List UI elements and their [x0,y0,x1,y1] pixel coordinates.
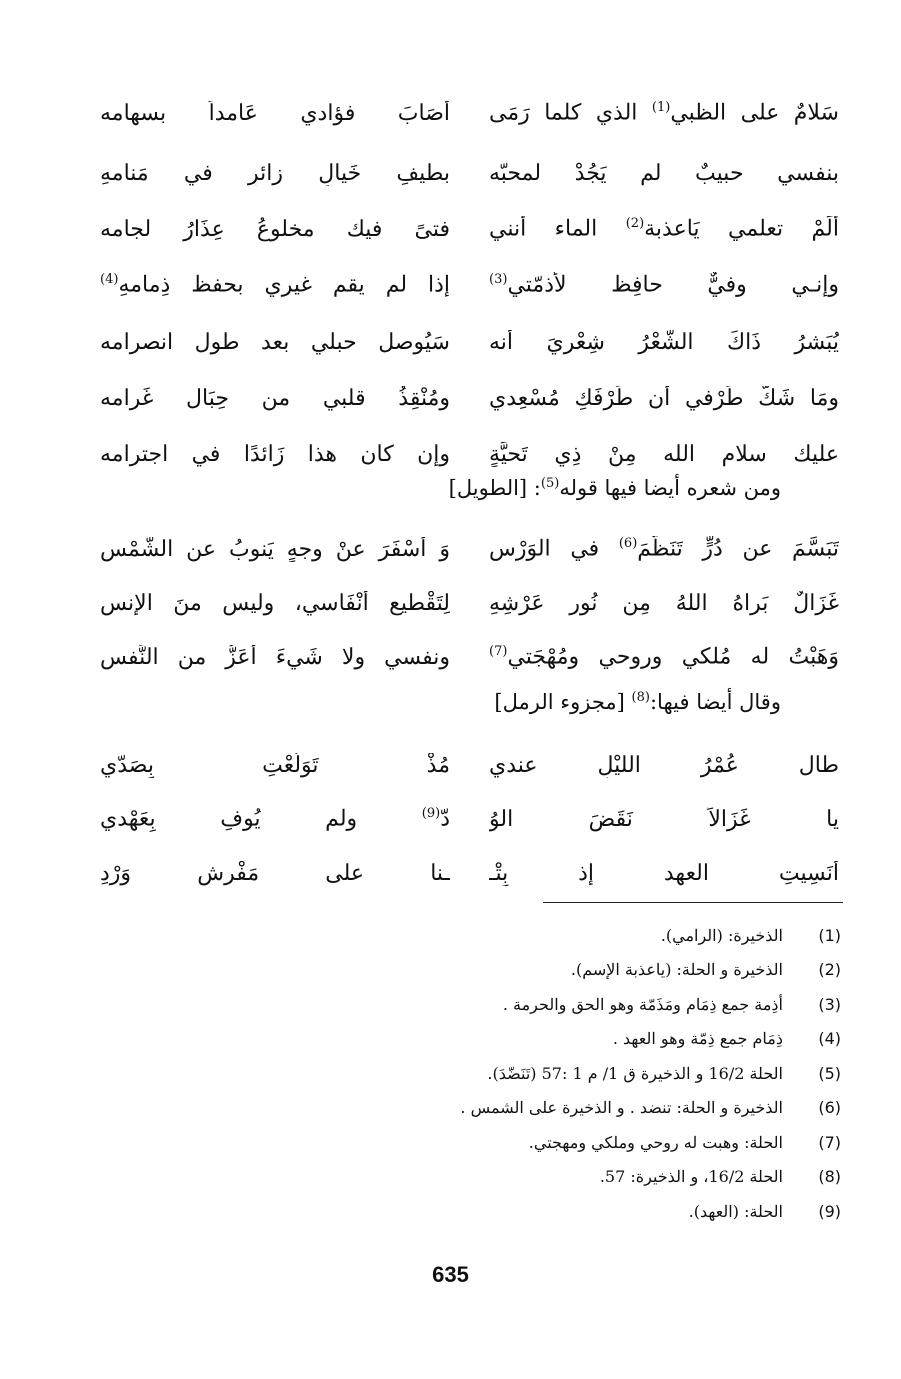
verse-first-hemistich: تَبَسَّمَ عن دُرٍّ تَنَظَّمَ$^{(6)}$ في الوَرْسِ [489,536,839,562]
verse-line [100,88,839,138]
footnote-text: الحلة 16/2، و الذخيرة: 57. [599,1167,783,1187]
meter-label: [مجزوء الرمل] [494,690,632,714]
verse-second-hemistich: ـنا على مَفْرش وَرْدِ [100,860,450,886]
verse-first-hemistich: بنفسي حبيبٌ لم يَجُدْ لمحبّه [489,160,839,186]
footnote-number: (8) [818,1167,841,1187]
verse-line [100,794,839,844]
verse-line [100,848,839,898]
verse-first-hemistich: أَنَسِيتِ العهد إذ بِتْـ [489,860,839,886]
verse-line [100,317,839,367]
verse-first-hemistich: طال عُمْرُ الليْلِ عندي [489,752,839,778]
poem-intro: وقال أيضا فيها:$^{(8)}$ [مجزوء الرمل] [494,690,781,714]
footnote-text: الذخيرة و الحلة: (ياعذبة الإسم). [570,960,783,980]
footnote-number: (5) [818,1063,841,1083]
footnote [101,1160,841,1195]
meter-label: : [الطويل] [448,476,541,500]
verse-first-hemistich: ومَا شَكَّ طَرْفي أن طَرْفَكِ مُسْعِدي [489,385,839,411]
footnote-marker: (8) [631,690,650,705]
footnote [101,1091,841,1126]
verse-line [100,578,839,628]
verse-second-hemistich: أَصَابَ فؤادي عَامداً بسهامه [100,100,450,126]
footnote [101,918,841,953]
poem-intro: ومن شعره أيضا فيها قوله$^{(5)}$: [الطويل] [448,476,781,500]
verse-second-hemistich: فتىً فيك مخلوعُ عِذَارُ لجامه [100,216,450,242]
verse-line [100,524,839,574]
footnote-text: الحلة 16/2 و الذخيرة ق 1/ م 1 :57 (تَنَضّدَ). [487,1063,783,1083]
verse-second-hemistich: بطيفِ خَيالٍ زائرٍ في مَنامهِ [100,160,450,186]
footnote-marker: (1) [651,100,671,116]
footnote-text: الحلة: وهبت له روحي وملكي ومهجتي. [528,1132,783,1152]
verse-line [100,740,839,790]
verse-first-hemistich: أَلَمْ تعلمي يَاعذبة$^{(2)}$ الماء أنني [489,216,839,242]
footnote-number: (1) [818,925,841,945]
footnote-separator [543,902,843,903]
footnote-text: أذِمة جمع ذِمَام ومَذَمّة وهو الحق والحرمة . [502,994,783,1014]
verse-second-hemistich: مُذْ تَوَلّعْتِ بِصَدّي [100,752,450,778]
verse-second-hemistich: ونفسي ولا شَيءَ أَعَزُّ من النَّفسِ [100,644,450,670]
footnote-marker: (6) [618,536,638,552]
footnote-number: (3) [818,994,841,1014]
footnote-number: (6) [818,1098,841,1118]
verse-second-hemistich: ومُنْقِذُ قلبي من حِبَال غَرامه [100,385,450,411]
verse-line [100,260,839,310]
verse-line [100,429,839,479]
footnote [101,953,841,988]
verse-line [100,148,839,198]
verse-second-hemistich: دّ$^{(9)}$ ولم يُوفِ بِعَهْدي [100,806,450,832]
verse-second-hemistich: سَيُوصل حبلي بعد طول انصرامه [100,329,450,355]
verse-first-hemistich: يا غَزَالاً نَقَضَ الوُ [489,806,839,832]
verse-second-hemistich: إذا لم يقم غيري بحفظ ذِمامهِ$^{(4)}$ [100,272,450,298]
footnote-text: الذخيرة و الحلة: تنضد . و الذخيرة على الشمس . [460,1098,783,1118]
page-number: 635 [432,1262,469,1287]
verse-first-hemistich: وَهَبْتُ له مُلكي وروحي ومُهْجَتي$^{(7)}$ [489,644,839,670]
footnote-marker: (7) [489,644,508,660]
footnote-marker: (5) [540,476,560,491]
footnote-marker: (9) [421,806,441,822]
verse-second-hemistich: وإن كان هذا زَائدًا في اجترامه [100,441,450,467]
verse-first-hemistich: سَلامٌ على الظبي$^{(1)}$ الذي كلما رَمَى [489,100,839,126]
footnote [101,987,841,1022]
footnote [101,1022,841,1057]
verse-second-hemistich: لِتَقْطيعِ أَنْفَاسي، وليس منَ الإنسِ [100,590,450,616]
footnote-number: (7) [818,1132,841,1152]
verse-first-hemistich: وإنـي وفيٌّ حافِظ لأذمّتي$^{(3)}$ [489,272,839,298]
verse-first-hemistich: غَزَالٌ بَراهُ اللهُ مِن نُورِ عَرْشِهِ [489,590,839,616]
verse-second-hemistich: وَ أَسْفَرَ عنْ وجهٍ يَنوبُ عن الشَّمْسِ [100,536,450,562]
footnote-marker: (4) [100,272,119,288]
footnote-number: (4) [818,1029,841,1049]
footnote-text: الحلة: (العهد). [688,1201,783,1221]
footnote [101,1056,841,1091]
footnote [101,1125,841,1160]
footnote [101,1194,841,1229]
footnote-marker: (2) [625,216,645,232]
footnote-number: (2) [818,960,841,980]
footnote-number: (9) [818,1201,841,1221]
verse-line [100,373,839,423]
footnotes [101,918,841,1229]
verse-first-hemistich: يُبَشرُ ذَاكَ الشَّعْرُ شِعْرِيَ أنه [489,329,839,355]
verse-line [100,204,839,254]
footnote-marker: (3) [489,272,508,288]
verse-line [100,632,839,682]
footnote-text: الذخيرة: (الرامي). [660,925,783,945]
verse-first-hemistich: عليك سلام الله مِنْ ذِي تَحيَّةٍ [489,441,839,467]
footnote-text: ذِمَام جمع ذِمّة وهو العهد . [612,1029,783,1049]
